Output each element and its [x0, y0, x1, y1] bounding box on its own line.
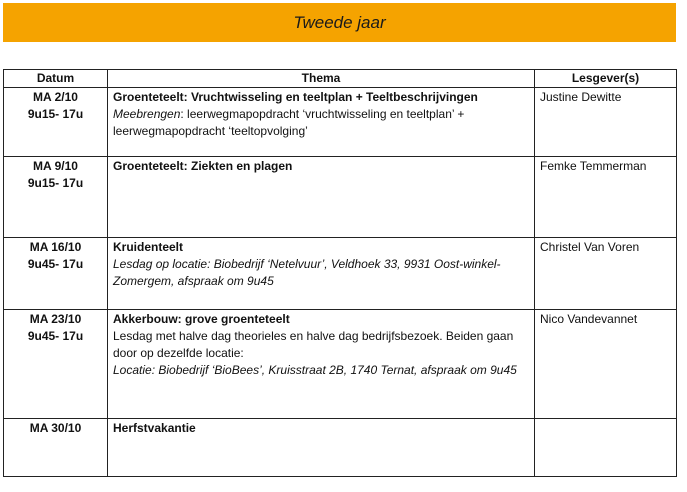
date: MA 23/10 — [29, 312, 82, 326]
teacher-cell — [535, 419, 677, 477]
teacher-cell: Femke Temmerman — [535, 157, 677, 238]
table-row — [4, 419, 677, 477]
topic-title: Kruidenteelt — [113, 240, 184, 254]
page-title: Tweede jaar — [293, 12, 386, 32]
topic-note — [113, 106, 529, 140]
date-cell — [4, 157, 108, 238]
table-row — [4, 157, 677, 238]
column-header-theme: Thema — [108, 70, 535, 88]
date: MA 30/10 — [29, 421, 82, 435]
time: 9u45- 17u — [27, 329, 84, 343]
time: 9u15- 17u — [27, 176, 84, 190]
topic-title: Groenteteelt: Ziekten en plagen — [113, 159, 293, 173]
time: 9u15- 17u — [27, 107, 84, 121]
column-header-date: Datum — [4, 70, 108, 88]
topic-title: Akkerbouw: grove groenteteelt — [113, 312, 290, 326]
topic-title: Herfstvakantie — [113, 421, 196, 435]
teacher-cell: Justine Dewitte — [535, 88, 677, 157]
date: MA 9/10 — [33, 159, 78, 173]
date-cell — [4, 419, 108, 477]
date: MA 2/10 — [33, 90, 78, 104]
theme-cell — [108, 157, 535, 238]
topic-description: Lesdag met halve dag theorieles en halve dag bedrijfsbezoek. Beiden gaan door op dezelfde locatie: — [113, 329, 514, 360]
date-cell — [4, 310, 108, 419]
table-header-row — [4, 70, 677, 88]
date-cell — [4, 88, 108, 157]
topic-title: Groenteteelt: Vruchtwisseling en teeltplan + Teeltbeschrijvingen — [113, 90, 478, 104]
location-note: Locatie: Biobedrijf ‘BioBees’, Kruisstraat 2B, 1740 Ternat, afspraak om 9u45 — [113, 363, 517, 377]
schedule-table — [3, 69, 677, 477]
table-row — [4, 310, 677, 419]
theme-cell — [108, 419, 535, 477]
column-header-teacher: Lesgever(s) — [535, 70, 677, 88]
location-note: Lesdag op locatie: Biobedrijf ‘Netelvuur’, Veldhoek 33, 9931 Oost-winkel-Zomergem, afspraak om 9u45 — [113, 257, 501, 288]
teacher-cell: Christel Van Voren — [535, 238, 677, 310]
note-label: Meebrengen — [113, 107, 181, 121]
date: MA 16/10 — [29, 240, 82, 254]
theme-cell — [108, 310, 535, 419]
teacher-cell: Nico Vandevannet — [535, 310, 677, 419]
time: 9u45- 17u — [27, 257, 84, 271]
date-cell — [4, 238, 108, 310]
page-title-banner — [3, 3, 676, 42]
theme-cell — [108, 238, 535, 310]
table-row — [4, 238, 677, 310]
theme-cell — [108, 88, 535, 157]
table-row — [4, 88, 677, 157]
note-text: : leerwegmapopdracht ‘vruchtwisseling en teeltplan’ + leerwegmapopdracht ‘teeltopvolging’ — [113, 107, 465, 138]
